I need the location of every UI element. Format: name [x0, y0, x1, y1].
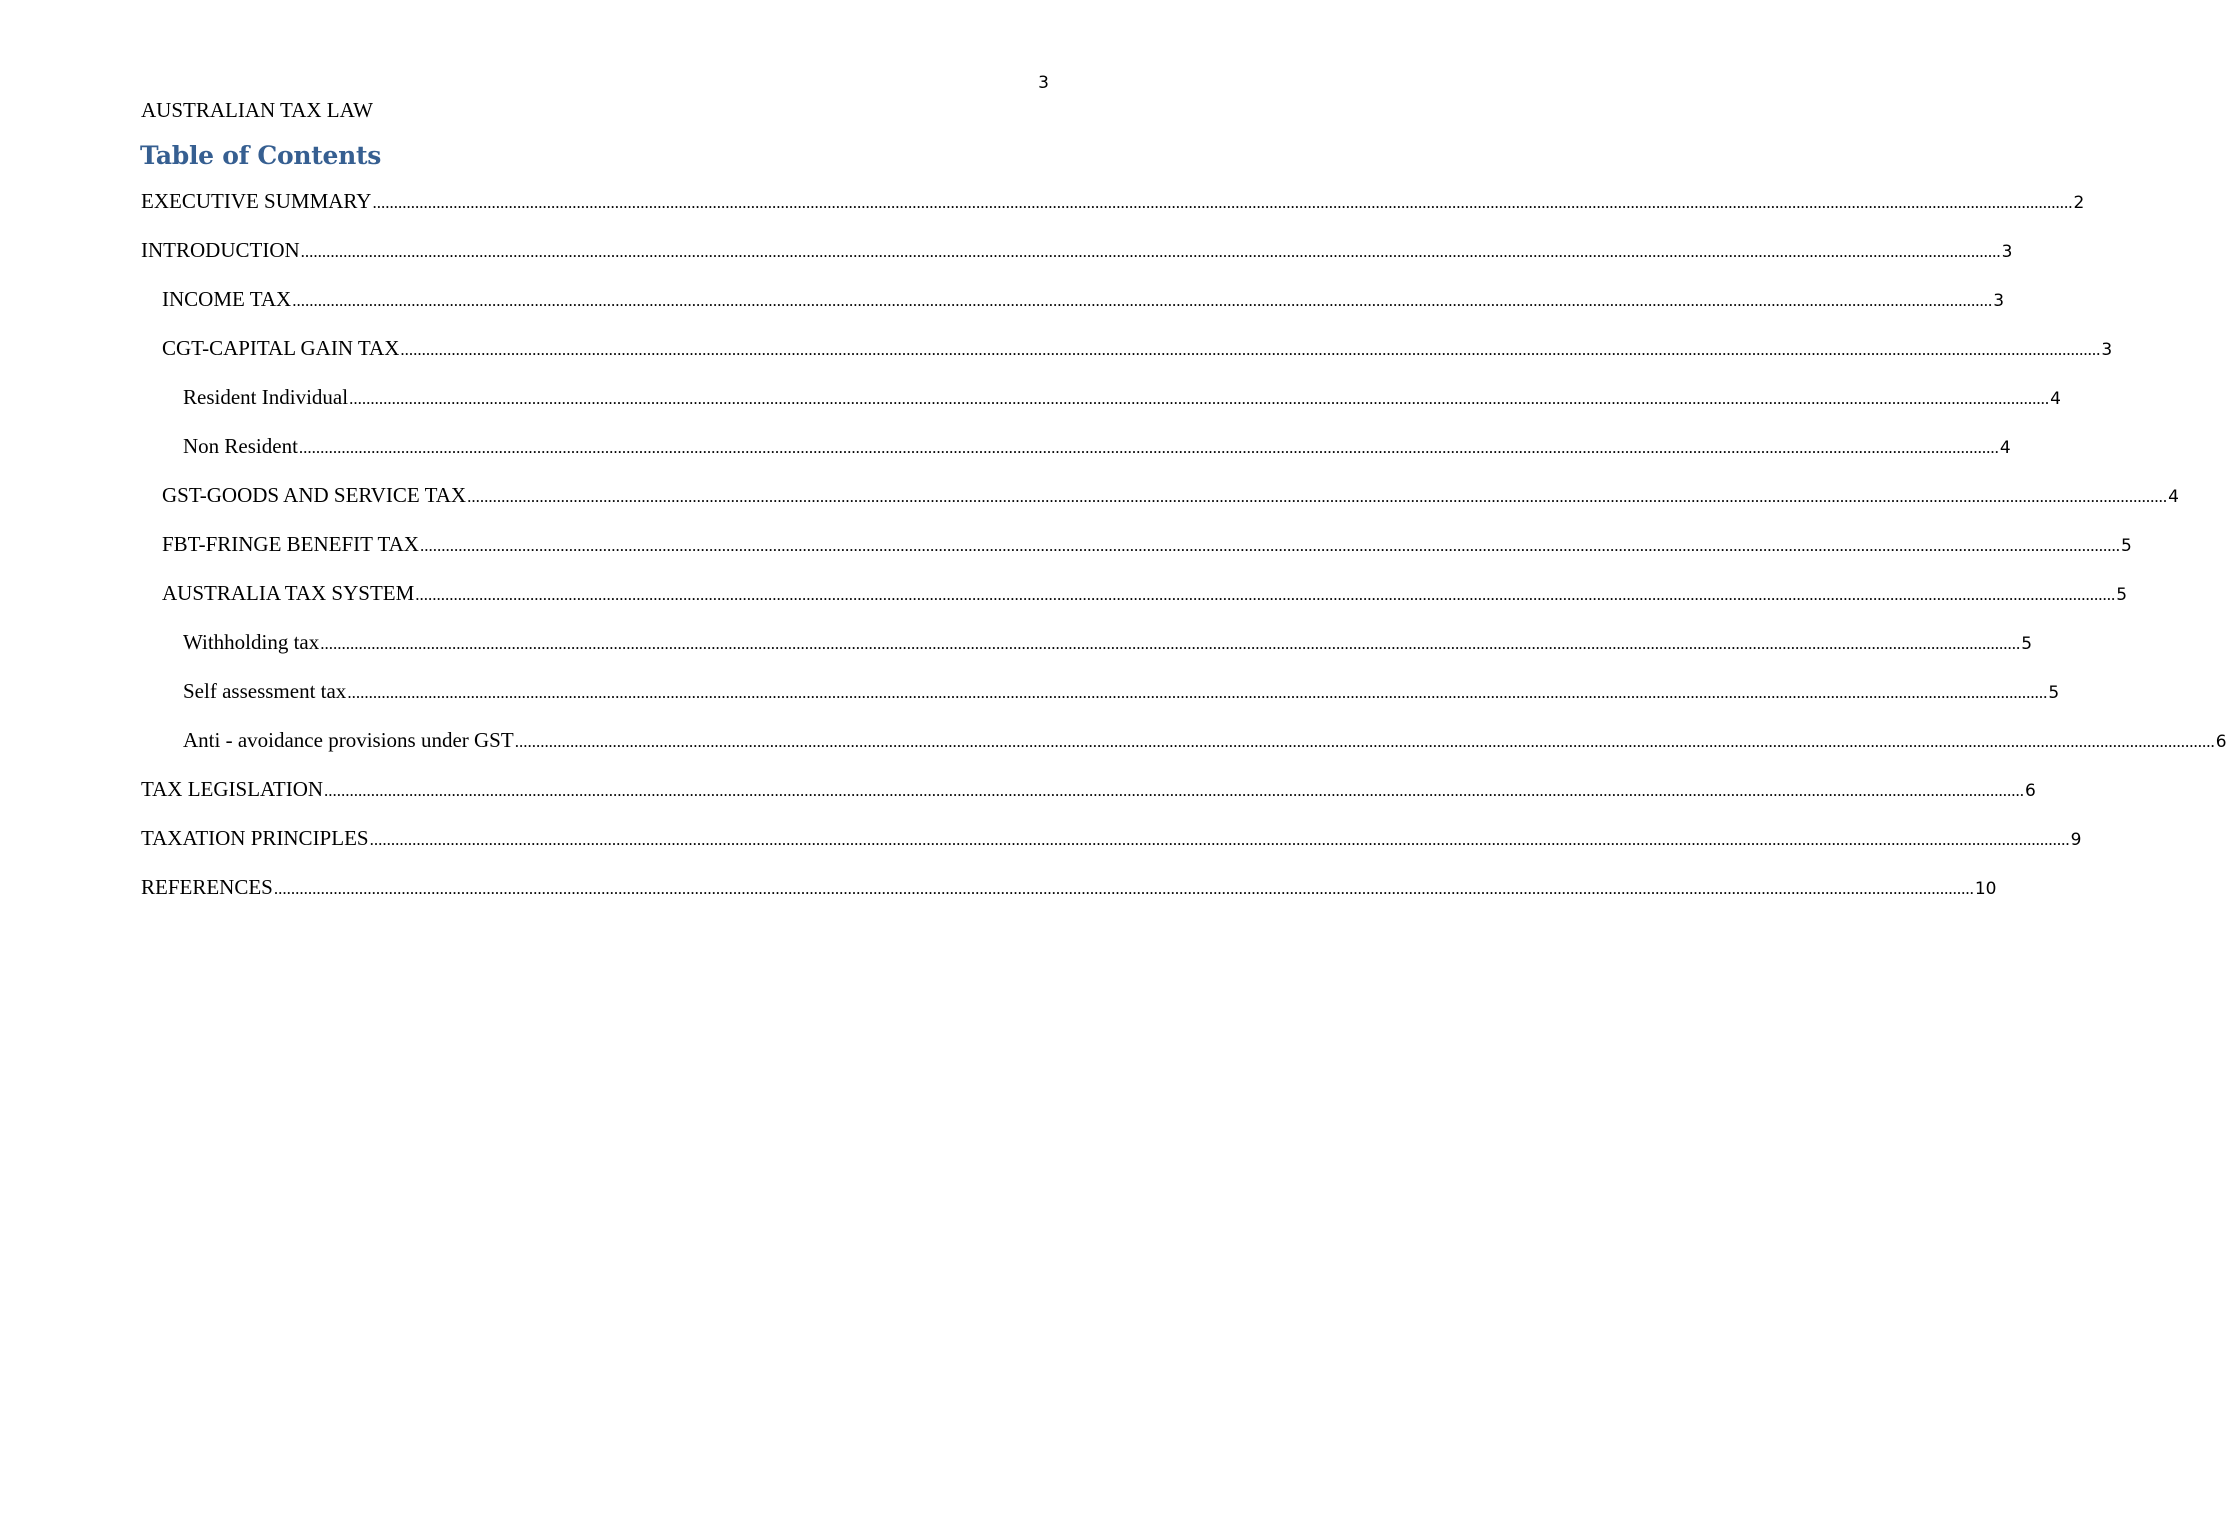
toc-dot-leader: ................................................................................................................................................................................................................................................................................................................................................................................................................ — [324, 781, 2025, 800]
toc-entry-page: 5 — [2116, 585, 2128, 605]
toc-entry-page: 5 — [2021, 634, 2033, 654]
toc-dot-leader: ................................................................................................................................................................................................................................................................................................................................................................................................................ — [372, 193, 2073, 212]
toc-entry-page: 3 — [1993, 291, 2005, 311]
toc-entry-page: 3 — [2101, 340, 2113, 360]
toc-entry-title: FBT-FRINGE BENEFIT TAX — [162, 532, 419, 556]
toc-entry[interactable] — [141, 285, 2005, 334]
toc-dot-leader: ................................................................................................................................................................................................................................................................................................................................................................................................................ — [349, 389, 2050, 408]
toc-entry-page: 10 — [1974, 879, 1997, 899]
toc-dot-leader: ................................................................................................................................................................................................................................................................................................................................................................................................................ — [514, 732, 2215, 751]
toc-entry-title: EXECUTIVE SUMMARY — [141, 189, 372, 213]
toc-entry-page: 5 — [2048, 683, 2060, 703]
toc-entry-page: 9 — [2070, 830, 2082, 850]
toc-dot-leader: ................................................................................................................................................................................................................................................................................................................................................................................................................ — [419, 536, 2120, 555]
toc-entry[interactable] — [141, 334, 2113, 383]
table-of-contents — [141, 187, 2227, 922]
toc-dot-leader: ................................................................................................................................................................................................................................................................................................................................................................................................................ — [300, 242, 2001, 261]
toc-dot-leader: ................................................................................................................................................................................................................................................................................................................................................................................................................ — [369, 830, 2070, 849]
toc-entry[interactable] — [141, 579, 2128, 628]
toc-dot-leader: ................................................................................................................................................................................................................................................................................................................................................................................................................ — [273, 879, 1974, 898]
toc-entry-title: Anti - avoidance provisions under GST — [183, 728, 514, 752]
toc-entry-title: TAXATION PRINCIPLES — [141, 826, 369, 850]
toc-dot-leader: ................................................................................................................................................................................................................................................................................................................................................................................................................ — [415, 585, 2116, 604]
toc-entry-title: Resident Individual — [183, 385, 349, 409]
toc-entry-page: 6 — [2025, 781, 2036, 801]
toc-dot-leader: ................................................................................................................................................................................................................................................................................................................................................................................................................ — [292, 291, 1993, 310]
toc-entry-page: 2 — [2073, 193, 2085, 213]
toc-entry-title: Non Resident — [183, 434, 298, 458]
toc-entry-title: CGT-CAPITAL GAIN TAX — [162, 336, 400, 360]
toc-entry[interactable] — [141, 824, 2082, 873]
toc-dot-leader: ................................................................................................................................................................................................................................................................................................................................................................................................................ — [298, 438, 1999, 457]
toc-entry[interactable] — [141, 726, 2227, 775]
toc-entry-page: 4 — [2168, 487, 2179, 507]
toc-entry-title: TAX LEGISLATION — [141, 777, 324, 801]
toc-entry[interactable] — [141, 628, 2033, 677]
toc-entry[interactable] — [141, 236, 2013, 285]
toc-entry[interactable] — [141, 187, 2085, 236]
toc-heading: Table of Contents — [140, 141, 382, 170]
running-head: AUSTRALIAN TAX LAW — [141, 98, 373, 122]
toc-entry-page: 3 — [2001, 242, 2013, 262]
toc-entry-page: 5 — [2120, 536, 2132, 556]
toc-dot-leader: ................................................................................................................................................................................................................................................................................................................................................................................................................ — [320, 634, 2021, 653]
toc-dot-leader: ................................................................................................................................................................................................................................................................................................................................................................................................................ — [347, 683, 2048, 702]
toc-entry-title: AUSTRALIA TAX SYSTEM — [162, 581, 415, 605]
toc-entry-title: Self assessment tax — [183, 679, 347, 703]
page-number: 3 — [1038, 73, 1049, 93]
toc-entry-title: GST-GOODS AND SERVICE TAX — [162, 483, 467, 507]
toc-entry[interactable] — [141, 432, 2011, 481]
toc-entry-page: 4 — [2050, 389, 2061, 409]
toc-entry[interactable] — [141, 677, 2060, 726]
toc-dot-leader: ................................................................................................................................................................................................................................................................................................................................................................................................................ — [400, 340, 2101, 359]
toc-entry[interactable] — [141, 481, 2179, 530]
toc-dot-leader: ................................................................................................................................................................................................................................................................................................................................................................................................................ — [467, 487, 2168, 506]
toc-entry-title: INCOME TAX — [162, 287, 292, 311]
toc-entry-title: Withholding tax — [183, 630, 320, 654]
toc-entry[interactable] — [141, 873, 1997, 922]
toc-entry-page: 4 — [1999, 438, 2011, 458]
toc-entry[interactable] — [141, 530, 2132, 579]
toc-entry-page: 6 — [2215, 732, 2227, 752]
toc-entry-title: REFERENCES — [141, 875, 273, 899]
toc-entry[interactable] — [141, 775, 2036, 824]
toc-entry[interactable] — [141, 383, 2061, 432]
toc-entry-title: INTRODUCTION — [141, 238, 300, 262]
